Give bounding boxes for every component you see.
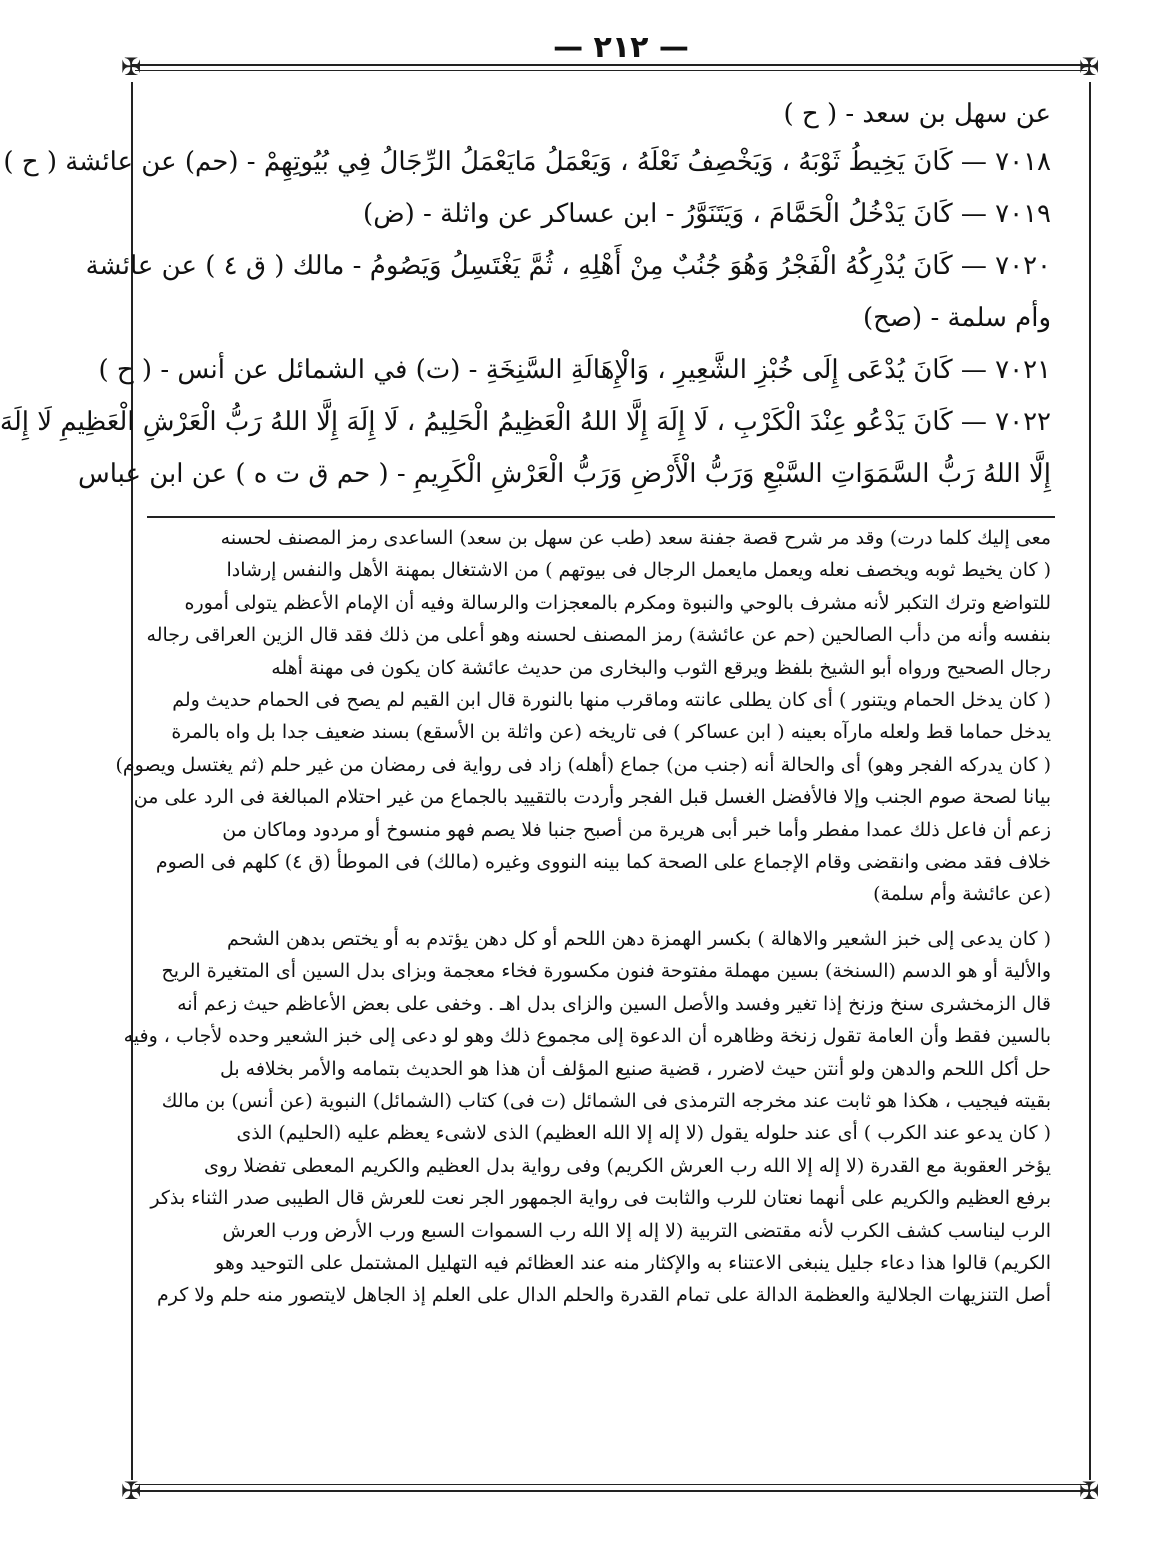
commentary-block [115, 522, 1051, 1312]
commentary-line: (عن عائشة وأم سلمة) [873, 883, 1051, 906]
commentary-line: رجال الصحيح ورواه أبو الشيخ بلفظ ويرقع الثوب والبخارى من حديث عائشة كان يكون فى مهنة أهله [271, 656, 1051, 679]
commentary-line: بنفسه وأنه من دأب الصالحين (حم عن عائشة) رمز المصنف لحسنه وهو أعلى من ذلك فقد قال الزين العراقى رجاله [146, 624, 1051, 647]
commentary-line: والألية أو هو الدسم (السنخة) بسين مهملة مفتوحة فنون مكسورة فخاء معجمة وبزاى بدل السين أى المتغيرة الريح [161, 960, 1051, 983]
hadith-text-block [0, 92, 1051, 500]
frame-top-border [131, 64, 1091, 66]
commentary-line: معى إليك كلما درت) وقد مر شرح قصة جفنة سعد (طب عن سهل بن سعد) الساعدى رمز المصنف لحسنه [220, 527, 1051, 549]
corner-ornament-icon: ✠ [120, 1477, 142, 1505]
hadith-line: ٧٠١٨ — كَانَ يَخِيطُ ثَوْبَهُ ، وَيَخْصِفُ نَعْلَهُ ، وَيَعْمَلُ مَايَعْمَلُ الرِّجَالُ فِي بُيُوتِهِمْ - (حم) عن عائشة ( ح ) [3, 147, 1051, 177]
section-divider [147, 516, 1055, 518]
commentary-line: ( كان يدعو عند الكرب ) أى عند حلوله يقول (لا إله إلا الله العظيم) الذى لاشىء يعظم عليه (الحليم) الذى [236, 1122, 1051, 1145]
commentary-line: قال الزمخشرى سنخ وزنخ إذا تغير وفسد والأصل السين والزاى بدل اهـ . وخفى على بعض الأعاظم حيث زعم أنه [177, 992, 1051, 1015]
hadith-line: ٧٠٢٠ — كَانَ يُدْرِكُهُ الْفَجْرُ وَهُوَ جُنُبٌ مِنْ أَهْلِهِ ، ثُمَّ يَغْتَسِلُ وَيَصُومُ - مالك ( ق ٤ ) عن عائشة [85, 251, 1051, 281]
hadith-line: إِلَّا اللهُ رَبُّ السَّمَوَاتِ السَّبْعِ وَرَبُّ الْأَرْضِ وَرَبُّ الْعَرْشِ الْكَرِيمِ - ( حم ق ت ه ) عن ابن عباس [77, 459, 1051, 489]
hadith-line: وأم سلمة - (صح) [863, 303, 1051, 333]
commentary-line: يدخل حماما قط ولعله مارآه بعينه ( ابن عساكر ) فى تاريخه (عن واثلة بن الأسقع) بسند ضعيف جدا بل واه بالمرة [171, 721, 1051, 744]
commentary-line: حل أكل اللحم والدهن ولو أنتن حيث لاضرر ، قضية صنيع المؤلف أن هذا هو الحديث بتمامه والأمر بخلافه بل [219, 1057, 1051, 1080]
commentary-line: للتواضع وترك التكبر لأنه مشرف بالوحي والنبوة ومكرم بالمعجزات والرسالة وفيه أن الإمام الأعظم يتولى أموره [184, 591, 1051, 614]
corner-ornament-icon: ✠ [1078, 53, 1100, 81]
commentary-line: ( كان يدخل الحمام ويتنور ) أى كان يطلى عانته وماقرب منها بالنورة قال ابن القيم لم يصح فى الحمام حديث ولم [172, 689, 1051, 712]
corner-ornament-icon: ✠ [1078, 1477, 1100, 1505]
commentary-line: الكريم) قالوا هذا دعاء جليل ينبغى الاعتناء به والإكثار منه عند العظائم فيه التهليل المشتمل على التوحيد وهو [215, 1251, 1051, 1274]
commentary-line: بقيته فيجيب ، هكذا هو ثابت عند مخرجه الترمذى فى الشمائل (ت فى) كتاب (الشمائل) النبوية (عن أنس) بن مالك [161, 1089, 1051, 1112]
frame-bottom-inner-border [135, 1484, 1087, 1485]
hadith-line: ٧٠١٩ — كَانَ يَدْخُلُ الْحَمَّامَ ، وَيَتَنَوَّرُ - ابن عساكر عن واثلة - (ض) [363, 199, 1051, 229]
frame-bottom-border [131, 1490, 1091, 1492]
frame-right-border [1089, 82, 1091, 1480]
hadith-line: ٧٠٢٢ — كَانَ يَدْعُو عِنْدَ الْكَرْبِ ، لَا إِلَهَ إِلَّا اللهُ الْعَظِيمُ الْحَلِيمُ ، لَا إِلَهَ إِلَّا اللهُ رَبُّ الْعَرْشِ الْعَظِيمِ لَا إِلَهَ [0, 407, 1051, 437]
commentary-line: بالسين فقط وأن العامة تقول زنخة وظاهره أن الدعوة إلى مجموع ذلك وهو لو دعى إلى خبز الشعير وحده لأجاب ، وفيه [123, 1025, 1051, 1048]
corner-ornament-icon: ✠ [120, 53, 142, 81]
page-number: — ٢١٢ — [553, 30, 689, 65]
commentary-line: الرب ليناسب كشف الكرب لأنه مقتضى التربية (لا إله إلا الله رب السموات السبع ورب الأرض ورب العرش [222, 1219, 1051, 1242]
commentary-line: أصل التنزيهات الجلالية والعظمة الدالة على تمام القدرة والحلم الدال على العلم إذ الجاهل لايتصور منه حلم ولا كرم [156, 1284, 1051, 1307]
commentary-line: ( كان يدركه الفجر وهو) أى والحالة أنه (جنب من) جماع (أهله) زاد فى رواية فى رمضان من غير حلم (ثم يغتسل ويصوم) [115, 753, 1051, 776]
commentary-line: يؤخر العقوبة مع القدرة (لا إله إلا الله رب العرش الكريم) وفى رواية بدل العظيم والكريم المعطى تفضلا روى [204, 1154, 1051, 1177]
commentary-line: خلاف فقد مضى وانقضى وقام الإجماع على الصحة كما بينه النووى وغيره (مالك) فى الموطأ (ق ٤) كلهم فى الصوم [155, 851, 1051, 874]
commentary-line: ( كان يخيط ثوبه ويخصف نعله ويعمل مايعمل الرجال فى بيوتهم ) من الاشتغال بمهنة الأهل والنفس إرشادا [226, 559, 1051, 582]
hadith-line: ٧٠٢١ — كَانَ يُدْعَى إِلَى خُبْزِ الشَّعِيرِ ، وَالْإِهَالَةِ السَّنِخَةِ - (ت) في الشمائل عن أنس - ( ح ) [98, 355, 1051, 385]
hadith-line: عن سهل بن سعد - ( ح ) [783, 99, 1051, 129]
frame-top-inner-border [135, 70, 1087, 71]
commentary-line: ( كان يدعى إلى خبز الشعير والاهالة ) بكسر الهمزة دهن اللحم أو كل دهن يؤتدم به أو يختص بدهن الشحم [227, 927, 1051, 950]
commentary-line: زعم أن فاعل ذلك عمدا مفطر وأما خبر أبى هريرة من أصبح جنبا فلا يصم فهو منسوخ أو مردود وماكان من [222, 818, 1051, 841]
commentary-line: برفع العظيم والكريم على أنهما نعتان للرب والثابت فى رواية الجمهور الجر نعت للعرش قال الطيبى صدر الثناء بذكر [150, 1187, 1051, 1210]
commentary-line: بيانا لصحة صوم الجنب وإلا فالأفضل الغسل قبل الفجر وأردت بالتقييد بالجماع من غير احتلام المبالغة فى الرد على من [133, 786, 1051, 809]
